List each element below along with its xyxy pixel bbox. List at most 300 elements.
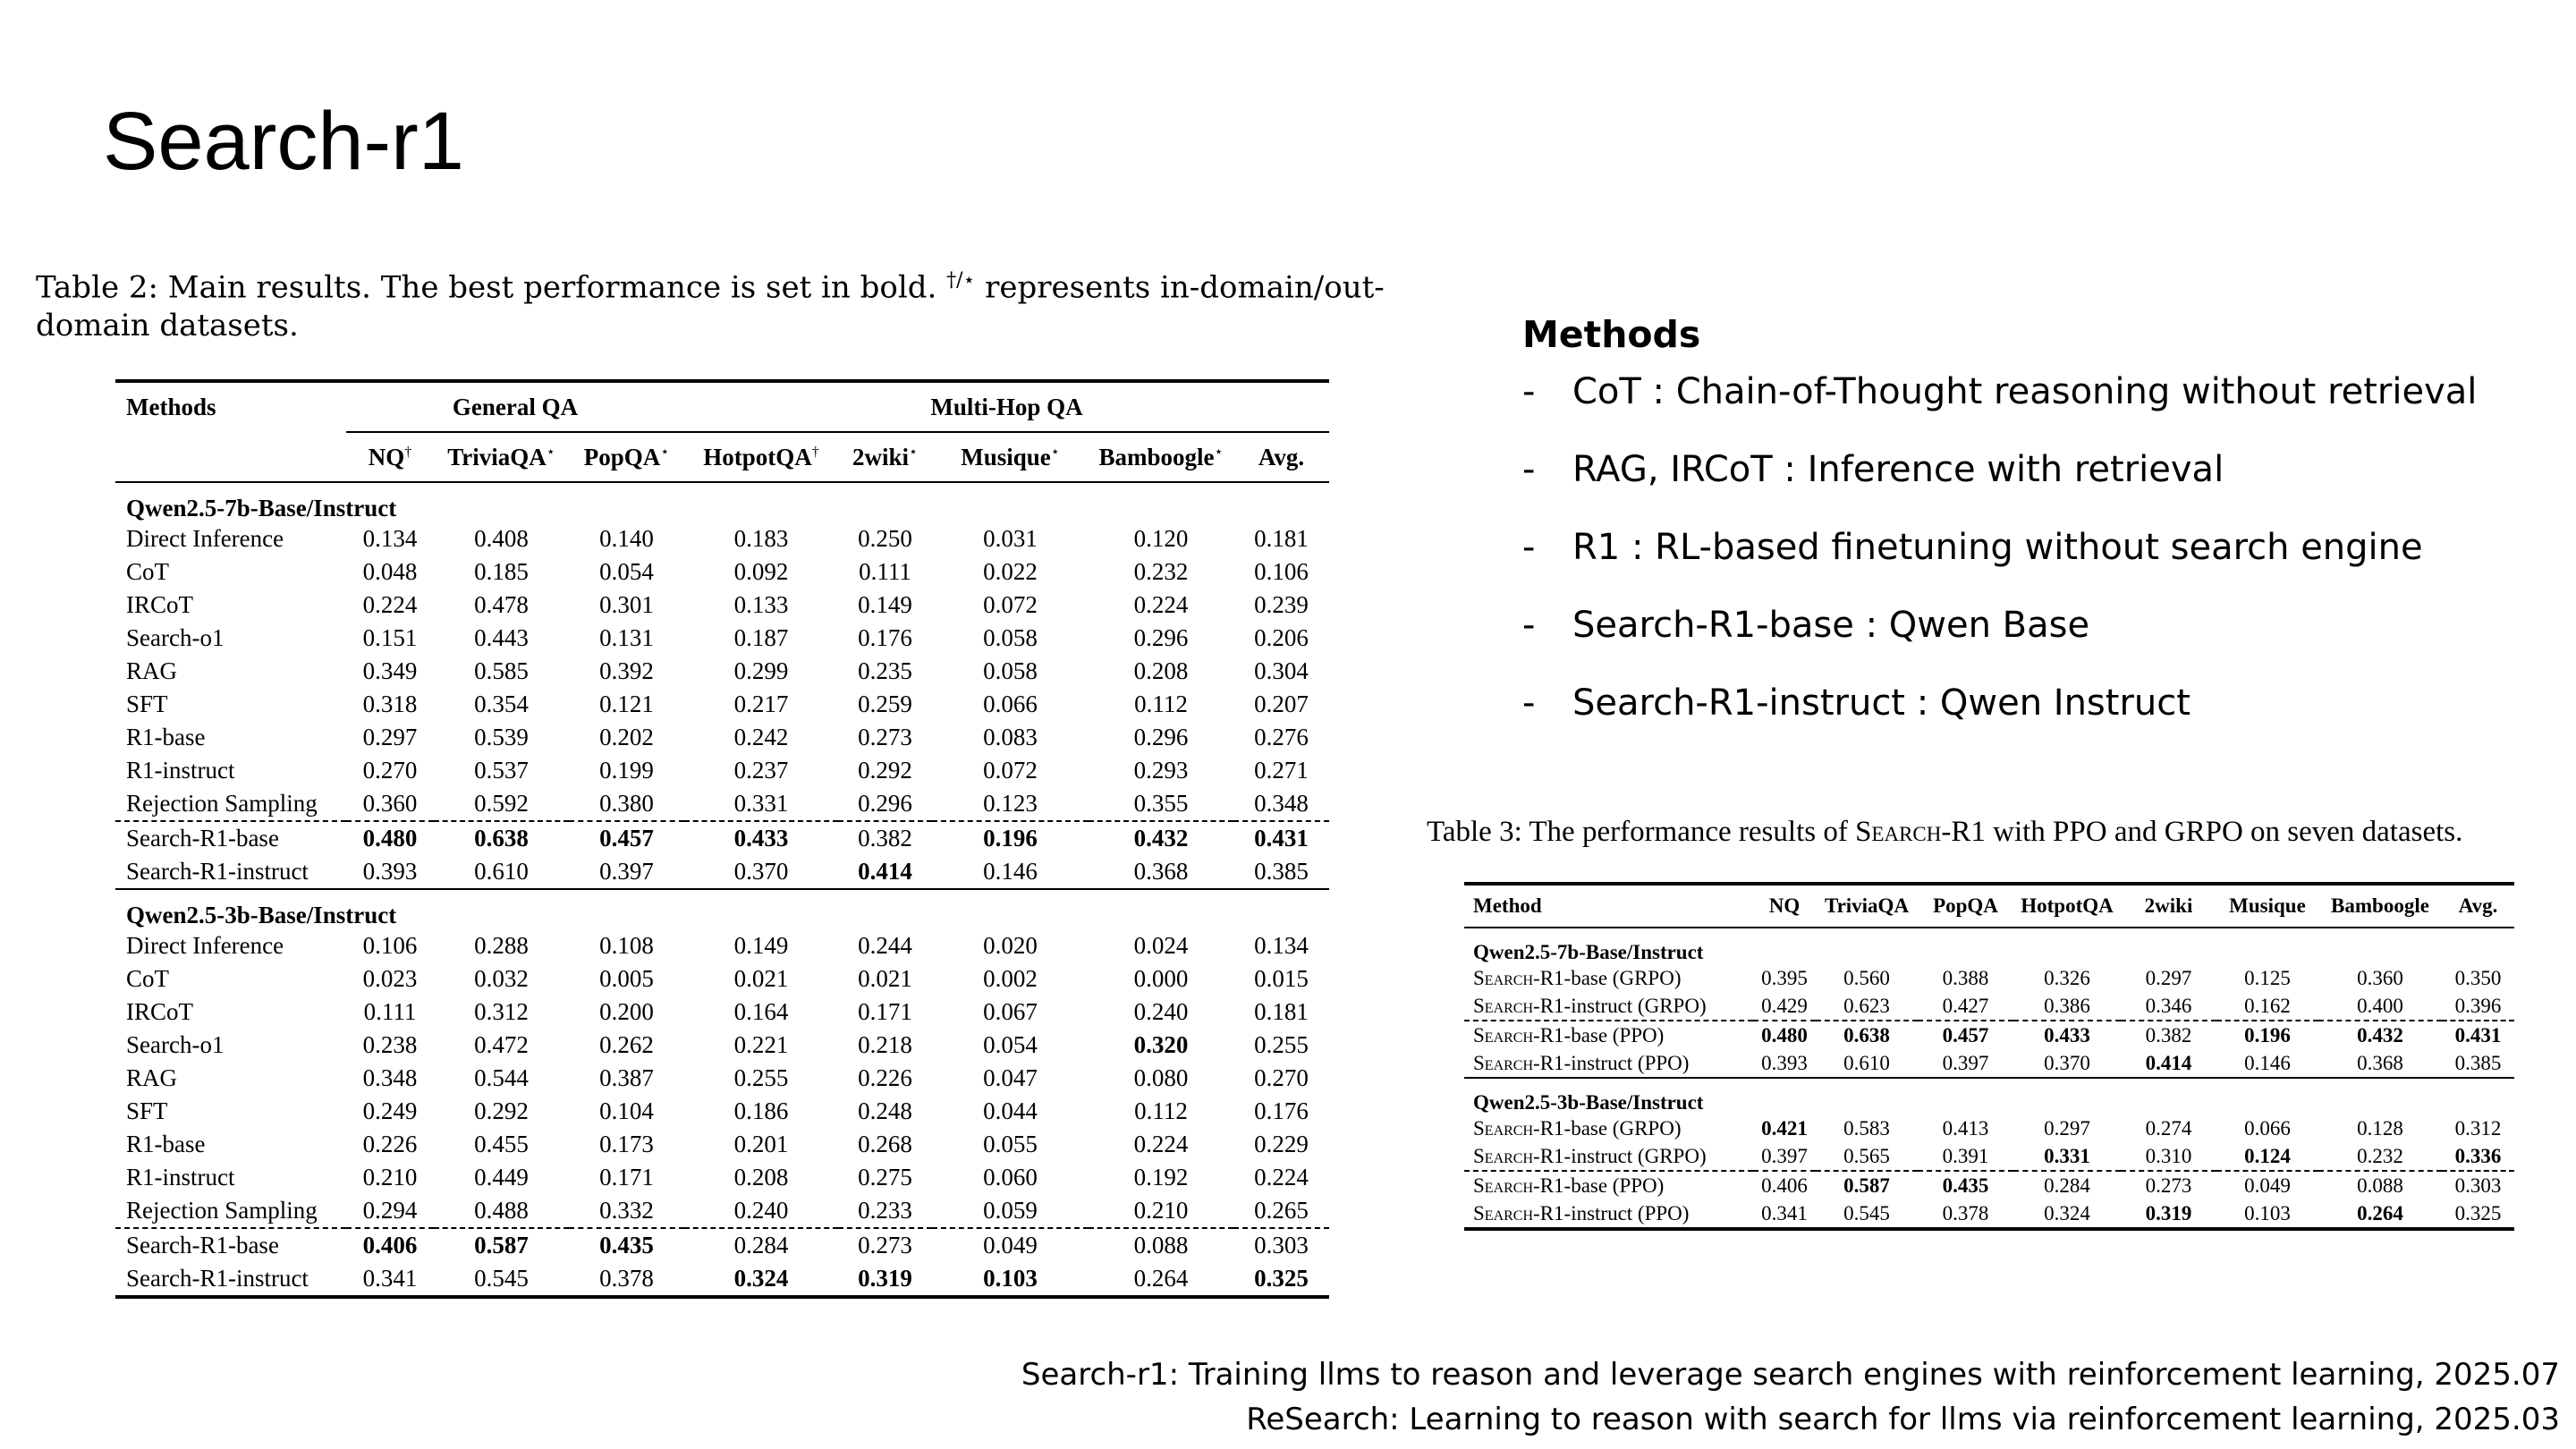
score-cell (1233, 855, 1329, 889)
method-name (1464, 1142, 1753, 1171)
table-row (115, 1128, 1329, 1161)
score: 0.478 (474, 591, 529, 618)
score-cell (838, 589, 932, 622)
score: 0.250 (858, 525, 912, 552)
score-cell (569, 1161, 684, 1194)
score-cell (1233, 1029, 1329, 1062)
score: 0.134 (362, 525, 418, 552)
score-cell (569, 589, 684, 622)
table-row (1464, 992, 2514, 1021)
method-label: -R1-base (PPO) (1533, 1174, 1665, 1197)
score-cell (434, 1062, 569, 1095)
score-cell (684, 1228, 838, 1262)
score-cell (2216, 1021, 2318, 1049)
score-cell (838, 929, 932, 962)
score: 0.273 (2145, 1174, 2192, 1197)
score-cell (1089, 589, 1233, 622)
best-score: 0.319 (2145, 1201, 2192, 1224)
score-cell (2216, 1142, 2318, 1171)
score-cell (2013, 1171, 2121, 1199)
method-label: -R1-instruct (PPO) (1533, 1051, 1690, 1074)
score: 0.055 (983, 1131, 1038, 1157)
score: 0.066 (983, 691, 1038, 717)
score: 0.149 (858, 591, 912, 618)
score: 0.111 (363, 998, 417, 1025)
score-cell (1089, 996, 1233, 1029)
score: 0.380 (599, 790, 654, 817)
score: 0.244 (858, 932, 912, 959)
method-label: R1-instruct (126, 1164, 235, 1191)
score-cell (2121, 1049, 2216, 1078)
method-smallcaps: Search (1473, 1116, 1534, 1140)
table-row (115, 655, 1329, 688)
score: 0.292 (858, 757, 912, 784)
score: 0.103 (2244, 1201, 2291, 1224)
score-cell (569, 996, 684, 1029)
score: 0.224 (362, 591, 418, 618)
best-score: 0.264 (2357, 1201, 2403, 1224)
score: 0.088 (2357, 1174, 2403, 1197)
score-cell (346, 1194, 434, 1228)
method-header: Method (1464, 884, 1753, 928)
score-cell (1089, 821, 1233, 855)
score-cell (434, 555, 569, 589)
score: 0.326 (2044, 966, 2090, 989)
score: 0.296 (1133, 724, 1189, 750)
score-cell (2216, 1199, 2318, 1229)
score-cell (434, 589, 569, 622)
score-cell (434, 754, 569, 787)
score-cell (1089, 622, 1233, 655)
method-name (115, 721, 346, 754)
method-label: -R1-instruct (GRPO) (1533, 994, 1707, 1017)
score-cell (684, 929, 838, 962)
method-name (115, 754, 346, 787)
domain-mark: ⋆ (546, 445, 555, 460)
score-cell (2442, 992, 2514, 1021)
score: 0.233 (858, 1197, 912, 1224)
score: 0.544 (474, 1064, 529, 1091)
method-label: SFT (126, 1097, 168, 1124)
caption-text: represents in-domain/out-domain datasets. (36, 269, 1385, 344)
method-label: Search-o1 (126, 624, 225, 651)
column-header: HotpotQA (2013, 884, 2121, 928)
table3-caption (1427, 816, 2462, 849)
score-cell (932, 688, 1089, 721)
table-row (115, 721, 1329, 754)
score-cell (684, 1128, 838, 1161)
score-cell (434, 522, 569, 555)
table-row (1464, 1049, 2514, 1078)
score-cell (569, 754, 684, 787)
score: 0.140 (599, 525, 654, 552)
caption-symbols: †/⋆ (946, 269, 976, 292)
score: 0.106 (362, 932, 418, 959)
score: 0.207 (1254, 691, 1309, 717)
score: 0.239 (1254, 591, 1309, 618)
score-cell (1753, 964, 1816, 992)
score-cell (838, 522, 932, 555)
table-row (115, 1262, 1329, 1297)
bullet-dash: - (1522, 527, 1536, 568)
score-cell (1233, 555, 1329, 589)
method-label: R1-base (126, 1131, 206, 1157)
score-cell (1753, 1021, 1816, 1049)
score: 0.210 (362, 1164, 418, 1191)
method-label: CoT (126, 558, 170, 585)
method-label: Rejection Sampling (126, 790, 318, 817)
domain-mark: † (811, 444, 819, 460)
score-cell (2442, 1142, 2514, 1171)
score-cell (838, 1128, 932, 1161)
score-cell (1089, 1062, 1233, 1095)
score-cell (1089, 855, 1233, 889)
score-cell (1753, 1114, 1816, 1142)
column-header (1089, 432, 1233, 482)
best-score: 0.414 (2145, 1051, 2192, 1074)
column-header (569, 432, 684, 482)
method-label: IRCoT (126, 998, 194, 1025)
score: 0.240 (733, 1197, 789, 1224)
best-score: 0.480 (1761, 1023, 1808, 1046)
score-cell (1918, 1049, 2013, 1078)
score-cell (2318, 1021, 2442, 1049)
method-name (1464, 1049, 1753, 1078)
score: 0.200 (599, 998, 654, 1025)
score-cell (684, 1062, 838, 1095)
score: 0.276 (1254, 724, 1309, 750)
method-name (115, 996, 346, 1029)
score-cell (2121, 1114, 2216, 1142)
score: 0.368 (2357, 1051, 2403, 1074)
score-cell (434, 996, 569, 1029)
score: 0.226 (858, 1064, 912, 1091)
method-label: Search-R1-instruct (126, 1265, 309, 1292)
score: 0.324 (2044, 1201, 2090, 1224)
score-cell (434, 787, 569, 821)
score-cell (569, 1029, 684, 1062)
reference-search-r1: Search-r1: Training llms to reason and leverage search engines with reinforcement learning, 2025.07 (1021, 1357, 2560, 1393)
score-cell (2442, 1049, 2514, 1078)
bullet-dash: - (1522, 449, 1536, 490)
best-score: 0.638 (474, 825, 529, 852)
multihop-qa-header: Multi-Hop QA (930, 393, 1083, 420)
score-cell (1233, 622, 1329, 655)
score-cell (684, 721, 838, 754)
method-description: Search-R1-instruct : Qwen Instruct (1572, 682, 2190, 724)
score-cell (838, 855, 932, 889)
score-cell (684, 1029, 838, 1062)
method-name (115, 1095, 346, 1128)
score-cell (346, 1128, 434, 1161)
score-cell (2318, 964, 2442, 992)
score-cell (932, 655, 1089, 688)
score-cell (346, 821, 434, 855)
score-cell (684, 555, 838, 589)
table-row (115, 996, 1329, 1029)
column-name: 2wiki (852, 444, 910, 470)
score-cell (346, 1161, 434, 1194)
table-row (115, 1228, 1329, 1262)
score: 0.224 (1254, 1164, 1309, 1191)
score: 0.382 (2145, 1023, 2192, 1046)
score-cell (2442, 1114, 2514, 1142)
score-cell (838, 555, 932, 589)
score-cell (434, 1095, 569, 1128)
column-header-row (1464, 884, 2514, 928)
score-cell (684, 589, 838, 622)
score: 0.397 (1942, 1051, 1989, 1074)
score-cell (346, 1095, 434, 1128)
score-cell (1918, 1021, 2013, 1049)
column-name: HotpotQA (703, 443, 812, 470)
best-score: 0.103 (983, 1265, 1038, 1292)
score-cell (1233, 589, 1329, 622)
score: 0.112 (1134, 691, 1188, 717)
score-cell (932, 622, 1089, 655)
score: 0.271 (1254, 757, 1309, 784)
score-cell (346, 855, 434, 889)
score-cell (684, 655, 838, 688)
best-score: 0.324 (733, 1265, 789, 1292)
score: 0.378 (1942, 1201, 1989, 1224)
score: 0.368 (1133, 858, 1189, 885)
empty-header (115, 432, 346, 482)
column-name: Avg. (1258, 443, 1305, 470)
score: 0.106 (1254, 558, 1309, 585)
score: 0.002 (983, 965, 1038, 992)
score: 0.031 (983, 525, 1038, 552)
references (1021, 1352, 2560, 1442)
score-cell (569, 1194, 684, 1228)
score-cell (1918, 1171, 2013, 1199)
score: 0.360 (362, 790, 418, 817)
score: 0.348 (362, 1064, 418, 1091)
score-cell (434, 721, 569, 754)
column-header: 2wiki (2121, 884, 2216, 928)
column-header (434, 432, 569, 482)
score: 0.092 (733, 558, 789, 585)
score-cell (1816, 1049, 1918, 1078)
score: 0.108 (599, 932, 654, 959)
score-cell (1233, 721, 1329, 754)
score: 0.325 (2454, 1201, 2502, 1224)
score: 0.224 (1133, 591, 1189, 618)
score: 0.397 (1761, 1144, 1808, 1167)
group-label: Qwen2.5-3b-Base/Instruct (115, 889, 1329, 929)
score-cell (346, 787, 434, 821)
score-cell (1089, 721, 1233, 754)
score-cell (932, 855, 1089, 889)
score-cell (569, 787, 684, 821)
score: 0.294 (362, 1197, 418, 1224)
main-results-table (115, 379, 1329, 1299)
score-cell (1233, 1062, 1329, 1095)
score: 0.232 (1133, 558, 1189, 585)
score: 0.270 (1254, 1064, 1309, 1091)
score: 0.181 (1254, 998, 1309, 1025)
score: 0.284 (2044, 1174, 2090, 1197)
score-cell (2013, 1021, 2121, 1049)
score: 0.623 (1843, 994, 1890, 1017)
score: 0.088 (1133, 1232, 1189, 1258)
score: 0.293 (1133, 757, 1189, 784)
method-smallcaps: Search (1473, 1174, 1534, 1197)
score-cell (1918, 964, 2013, 992)
score: 0.023 (362, 965, 418, 992)
score: 0.235 (858, 657, 912, 684)
score-cell (2216, 1171, 2318, 1199)
score: 0.270 (362, 757, 418, 784)
method-label: Search-R1-base (126, 825, 279, 852)
score-cell (346, 522, 434, 555)
caption-text: -R1 with PPO and GRPO on seven datasets. (1941, 816, 2463, 848)
score-cell (1233, 787, 1329, 821)
score: 0.054 (599, 558, 654, 585)
score-cell (684, 622, 838, 655)
score-cell (932, 522, 1089, 555)
table-row (115, 1095, 1329, 1128)
method-name (1464, 964, 1753, 992)
score: 0.312 (474, 998, 529, 1025)
score: 0.000 (1133, 965, 1189, 992)
score: 0.047 (983, 1064, 1038, 1091)
score: 0.060 (983, 1164, 1038, 1191)
best-score: 0.587 (474, 1232, 529, 1258)
method-label: Search-R1-instruct (126, 858, 309, 885)
column-header (684, 432, 838, 482)
score-cell (932, 1029, 1089, 1062)
method-label: R1-base (126, 724, 206, 750)
score-cell (2121, 992, 2216, 1021)
method-label: Search-R1-base (126, 1232, 279, 1258)
method-name (1464, 1171, 1753, 1199)
method-name (115, 1062, 346, 1095)
score: 0.488 (474, 1197, 529, 1224)
score-cell (838, 655, 932, 688)
score: 0.355 (1133, 790, 1189, 817)
score-cell (1089, 1128, 1233, 1161)
best-score: 0.124 (2244, 1144, 2291, 1167)
score: 0.199 (599, 757, 654, 784)
score-cell (2121, 964, 2216, 992)
score: 0.183 (733, 525, 789, 552)
group-row (115, 889, 1329, 929)
score: 0.217 (733, 691, 789, 717)
method-smallcaps: Search (1473, 1144, 1534, 1167)
score-cell (838, 1228, 932, 1262)
method-label: -R1-instruct (PPO) (1533, 1201, 1690, 1224)
best-score: 0.433 (733, 825, 789, 852)
score: 0.406 (1761, 1174, 1808, 1197)
score-cell (838, 962, 932, 996)
score: 0.341 (1761, 1201, 1808, 1224)
column-header (346, 432, 434, 482)
score-cell (1233, 1095, 1329, 1128)
best-score: 0.638 (1843, 1023, 1890, 1046)
score: 0.262 (599, 1031, 654, 1058)
score: 0.427 (1942, 994, 1989, 1017)
score-cell (569, 855, 684, 889)
table-row (115, 1161, 1329, 1194)
score: 0.413 (1942, 1116, 1989, 1140)
method-label: Rejection Sampling (126, 1197, 318, 1224)
score-cell (684, 821, 838, 855)
score: 0.149 (733, 932, 789, 959)
score-cell (1918, 992, 2013, 1021)
score: 0.240 (1133, 998, 1189, 1025)
score: 0.131 (599, 624, 654, 651)
score-cell (1089, 1194, 1233, 1228)
domain-mark: ⋆ (660, 445, 670, 460)
score-cell (2318, 1142, 2442, 1171)
column-name: NQ (368, 443, 405, 470)
score-cell (1233, 962, 1329, 996)
score: 0.303 (2454, 1174, 2502, 1197)
score-cell (1816, 992, 1918, 1021)
score: 0.537 (474, 757, 529, 784)
score-cell (1918, 1142, 2013, 1171)
score-cell (932, 1161, 1089, 1194)
table-row (1464, 1199, 2514, 1229)
group-header-row (115, 381, 1329, 432)
score: 0.539 (474, 724, 529, 750)
method-name (1464, 1114, 1753, 1142)
score: 0.350 (2454, 966, 2502, 989)
table-row (115, 1062, 1329, 1095)
group-label: Qwen2.5-7b-Base/Instruct (1473, 941, 1704, 963)
score: 0.273 (858, 1232, 912, 1258)
method-label: IRCoT (126, 591, 194, 618)
score: 0.391 (1942, 1144, 1989, 1167)
score-cell (346, 1029, 434, 1062)
score: 0.083 (983, 724, 1038, 750)
score-cell (838, 1161, 932, 1194)
score: 0.284 (733, 1232, 789, 1258)
score: 0.385 (2454, 1051, 2502, 1074)
score-cell (346, 721, 434, 754)
score: 0.288 (474, 932, 529, 959)
method-name (1464, 1199, 1753, 1229)
group-row (115, 482, 1329, 522)
table-row (1464, 1142, 2514, 1171)
score-cell (569, 622, 684, 655)
score: 0.232 (2357, 1144, 2403, 1167)
domain-mark: ⋆ (1050, 445, 1060, 460)
score: 0.128 (2357, 1116, 2403, 1140)
score: 0.171 (599, 1164, 654, 1191)
score: 0.058 (983, 624, 1038, 651)
score-cell (2013, 1142, 2121, 1171)
score-cell (569, 1262, 684, 1297)
score: 0.208 (733, 1164, 789, 1191)
methods-heading: Methods (1522, 313, 1701, 356)
score-cell (684, 754, 838, 787)
score-cell (684, 688, 838, 721)
score: 0.187 (733, 624, 789, 651)
score-cell (2216, 1049, 2318, 1078)
group-label: Qwen2.5-7b-Base/Instruct (126, 495, 397, 521)
table-row (115, 522, 1329, 555)
score-cell (684, 1194, 838, 1228)
score: 0.560 (1843, 966, 1890, 989)
method-name (115, 688, 346, 721)
score: 0.299 (733, 657, 789, 684)
score: 0.472 (474, 1031, 529, 1058)
score: 0.296 (1133, 624, 1189, 651)
score-cell (346, 962, 434, 996)
score-cell (838, 1095, 932, 1128)
